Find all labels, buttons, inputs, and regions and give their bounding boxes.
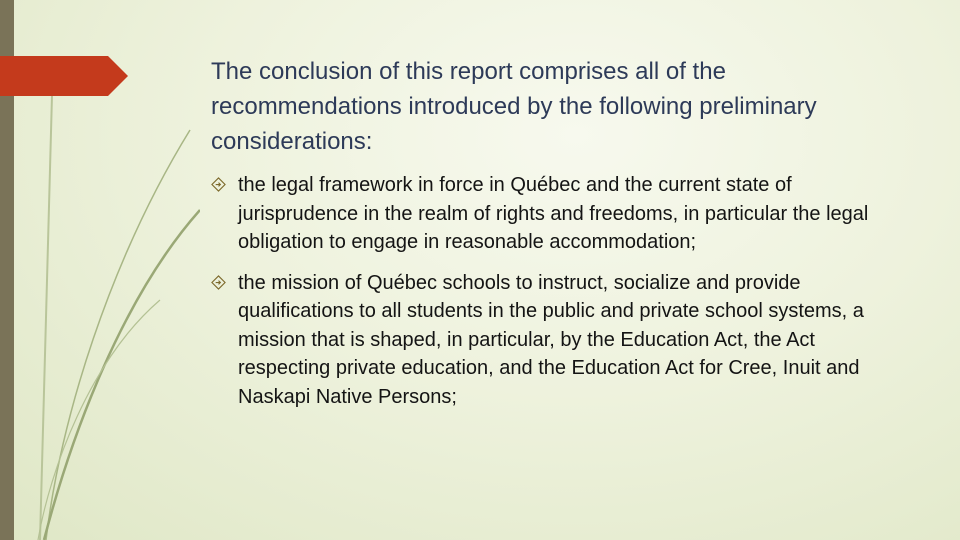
diamond-arrow-icon	[211, 177, 226, 192]
accent-arrow-tab	[0, 56, 128, 96]
slide-content	[211, 54, 911, 423]
bullet-list	[211, 171, 911, 411]
bullet-text: the legal framework in force in Québec and the current state of jurisprudence in the realm of rights and freedoms, in particular the legal obligation to engage in reasonable accommodation;	[238, 174, 869, 253]
diamond-arrow-icon	[211, 275, 226, 290]
bullet-text: the mission of Québec schools to instruct, socialize and provide qualifications to all students in the public and private school systems, a mission that is shaped, in particular, by the Education Act, the Act respecting private education, and the Education Act for Cree, Inuit and Naskapi Native Persons;	[238, 271, 864, 408]
strand-line	[44, 210, 200, 540]
list-item	[211, 269, 898, 412]
intro-paragraph: The conclusion of this report comprises all of the recommendations introduced by the following preliminary considerations:	[211, 58, 817, 155]
strand-line	[38, 300, 160, 540]
list-item	[211, 171, 898, 257]
strand-line	[40, 95, 52, 540]
